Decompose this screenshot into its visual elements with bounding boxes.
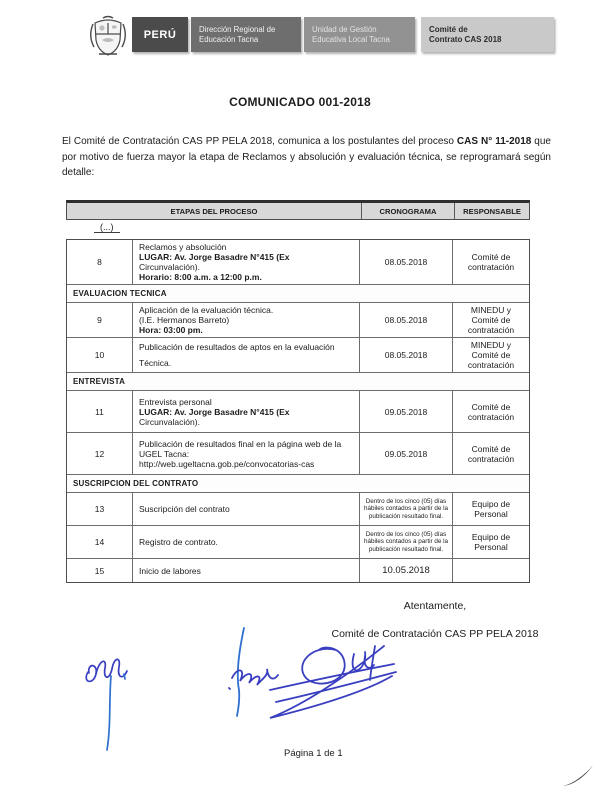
row-schedule: 08.05.2018 bbox=[360, 240, 453, 284]
signature-right bbox=[266, 638, 398, 722]
description-line: Reclamos y absolución bbox=[139, 242, 227, 252]
row-description bbox=[133, 493, 360, 525]
row-schedule: 08.05.2018 bbox=[360, 338, 453, 372]
row-number: 8 bbox=[67, 240, 133, 284]
column-header-responsable: RESPONSABLE bbox=[454, 203, 529, 219]
ellipsis-text: (...) bbox=[94, 222, 120, 233]
table-row-13 bbox=[67, 492, 529, 525]
row-schedule: 09.05.2018 bbox=[360, 433, 453, 474]
header-bar bbox=[132, 17, 554, 52]
page-title: COMUNICADO 001-2018 bbox=[229, 95, 371, 109]
row-description bbox=[133, 240, 360, 284]
row-number: 15 bbox=[67, 559, 133, 582]
row-schedule: 09.05.2018 bbox=[360, 391, 453, 432]
intro-text-2: que por motivo de fuerza mayor la etapa de Reclamos y absolución y evaluación técnica, se reprogramará según detalle: bbox=[62, 136, 551, 179]
brand-label: PERÚ bbox=[143, 28, 177, 41]
intro-process-number: CAS N° 11-2018 bbox=[456, 136, 532, 147]
column-header-etapas: ETAPAS DEL PROCESO bbox=[170, 206, 258, 216]
row-description bbox=[133, 338, 360, 372]
table-row-15 bbox=[67, 558, 529, 582]
schedule-table bbox=[66, 200, 530, 583]
header-box-ugel-tacna bbox=[304, 17, 415, 52]
header-box-dre-tacna bbox=[191, 17, 301, 52]
description-line: Inicio de labores bbox=[139, 565, 201, 576]
description-line: Circunvalación). bbox=[139, 262, 200, 272]
description-line: LUGAR: Av. Jorge Basadre N°415 (Ex bbox=[139, 252, 290, 262]
row-description bbox=[133, 559, 360, 582]
table-section-evaluacion-tecnica bbox=[67, 284, 529, 302]
table-header-row bbox=[66, 200, 530, 220]
column-header-cronograma: CRONOGRAMA bbox=[361, 203, 454, 219]
row-description bbox=[133, 303, 360, 337]
row-number: 12 bbox=[67, 433, 133, 474]
ellipsis-note bbox=[94, 222, 530, 238]
row-description bbox=[133, 391, 360, 432]
table-row-10 bbox=[67, 337, 529, 372]
peru-coat-of-arms-icon bbox=[85, 14, 131, 58]
description-line: Registro de contrato. bbox=[139, 537, 218, 547]
description-line: LUGAR: Av. Jorge Basadre N°415 (Ex bbox=[139, 406, 290, 417]
description-line: Publicación de resultados final en la página web de la bbox=[139, 438, 342, 449]
section-label: ENTREVISTA bbox=[73, 377, 126, 386]
table-row-14 bbox=[67, 525, 529, 558]
row-schedule: Dentro de los cinco (05) días hábiles contados a partir de la publicación resultado final. bbox=[360, 526, 453, 558]
section-label: SUSCRIPCION DEL CONTRATO bbox=[73, 479, 199, 488]
description-line: Circunvalación). bbox=[139, 416, 200, 427]
row-responsible: Comité de contratación bbox=[467, 401, 515, 422]
table-row-9 bbox=[67, 302, 529, 337]
header-box-line: Educación Tacna bbox=[199, 34, 259, 44]
section-label: EVALUACION TECNICA bbox=[73, 289, 167, 298]
row-responsible: Equipo de Personal bbox=[471, 499, 511, 519]
brand-box-peru bbox=[132, 17, 188, 52]
page-number-label: Página 1 de 1 bbox=[284, 748, 343, 759]
signature-left bbox=[80, 630, 138, 754]
description-line: Técnica. bbox=[139, 358, 172, 368]
row-number: 10 bbox=[67, 338, 133, 372]
intro-paragraph bbox=[62, 134, 551, 181]
row-number: 11 bbox=[67, 391, 133, 432]
row-number: 13 bbox=[67, 493, 133, 525]
salutation: Atentamente, bbox=[403, 600, 467, 612]
row-responsible: Comité de contratación bbox=[467, 252, 515, 272]
process-table-body bbox=[66, 239, 530, 583]
table-row-12 bbox=[67, 432, 529, 474]
row-description bbox=[133, 433, 360, 474]
table-section-suscripcion-del-contrato bbox=[67, 474, 529, 492]
description-line: Publicación de resultados de aptos en la evaluación bbox=[139, 342, 335, 352]
row-schedule: 10.05.2018 bbox=[360, 559, 453, 582]
header-box-comite-cas bbox=[421, 17, 554, 52]
description-line: Suscripción del contrato bbox=[139, 504, 230, 514]
table-row-8 bbox=[67, 240, 529, 284]
intro-text-1: El Comité de Contratación CAS PP PELA 2018, comunica a los postulantes del proceso bbox=[62, 136, 457, 147]
table-section-entrevista bbox=[67, 372, 529, 390]
description-line: UGEL Tacna: bbox=[139, 448, 190, 459]
row-description bbox=[133, 526, 360, 558]
description-line: Entrevista personal bbox=[139, 396, 212, 407]
description-line: Hora: 03:00 pm. bbox=[139, 325, 203, 335]
table-row-11 bbox=[67, 390, 529, 432]
header-box-line: Comité de bbox=[429, 24, 468, 34]
description-line: Horario: 8:00 a.m. a 12:00 p.m. bbox=[139, 272, 262, 282]
row-responsible bbox=[453, 559, 529, 582]
committee-signature-line: Comité de Contratación CAS PP PELA 2018 bbox=[331, 628, 539, 640]
header-box-line: Contrato CAS 2018 bbox=[429, 34, 502, 44]
row-responsible: MINEDU y Comité de contratación bbox=[467, 305, 515, 335]
description-line: Aplicación de la evaluación técnica. bbox=[139, 305, 274, 315]
header-box-line: Educativa Local Tacna bbox=[312, 34, 390, 44]
row-schedule: 08.05.2018 bbox=[360, 303, 453, 337]
pen-mark-icon bbox=[561, 763, 595, 789]
row-number: 9 bbox=[67, 303, 133, 337]
header-box-line: Unidad de Gestión bbox=[312, 24, 377, 34]
description-line: (I.E. Hermanos Barreto) bbox=[139, 315, 230, 325]
row-responsible: MINEDU y Comité de contratación bbox=[467, 340, 515, 370]
header-box-line: Dirección Regional de bbox=[199, 24, 276, 34]
row-schedule: Dentro de los cinco (05) días hábiles contados a partir de la publicación resultado final. bbox=[360, 493, 453, 525]
row-responsible: Comité de contratación bbox=[467, 443, 515, 464]
description-line: http://web.ugeltacna.gob.pe/convocatorias-cas bbox=[139, 458, 315, 469]
row-number: 14 bbox=[67, 526, 133, 558]
row-responsible: Equipo de Personal bbox=[471, 532, 511, 552]
